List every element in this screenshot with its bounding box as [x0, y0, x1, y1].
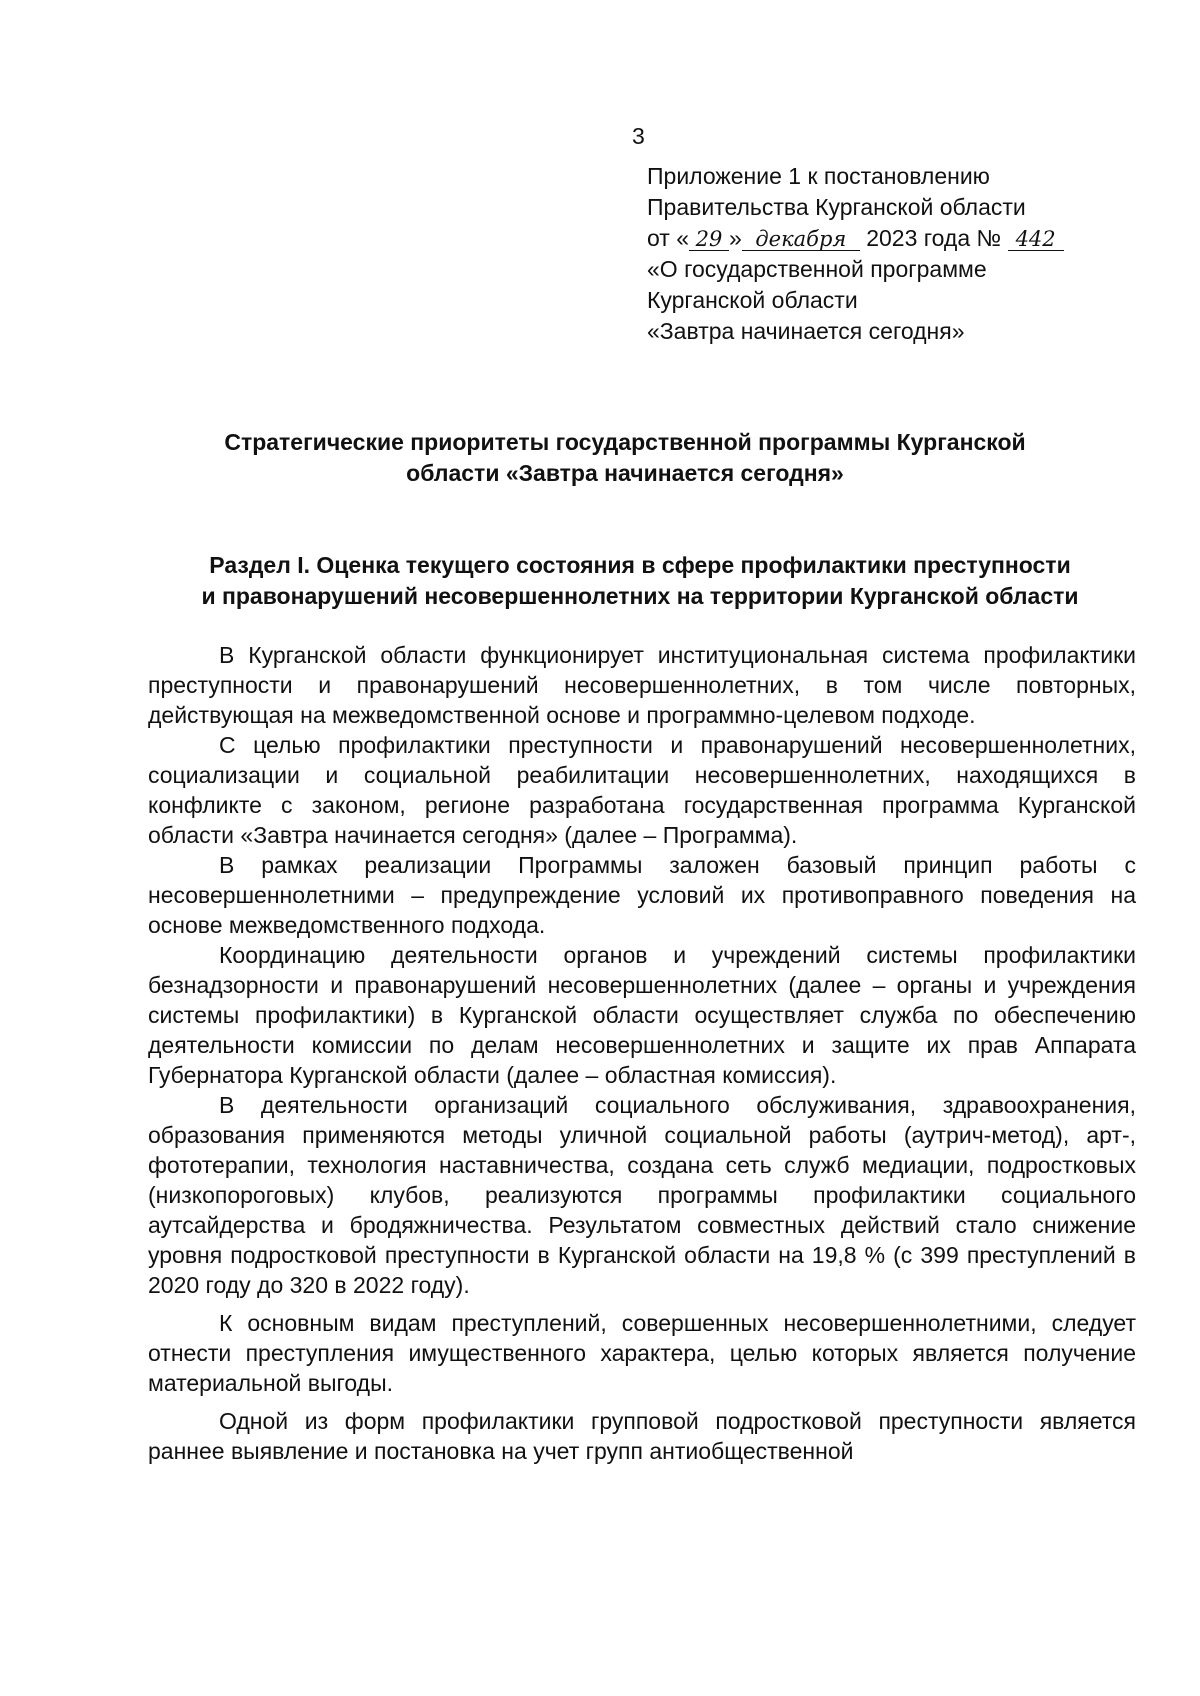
appendix-line-2: Правительства Курганской области	[647, 194, 1026, 220]
appendix-line-1: Приложение 1 к постановлению	[647, 163, 990, 189]
section-heading	[140, 550, 1140, 612]
paragraph: Координацию деятельности органов и учреждений системы профилактики безнадзорности и правонарушений несовершеннолетних (далее – органы и учреждения системы профилактики) в Курганской области осуществляет служба по обеспечению деятельности комиссии по делам несовершеннолетних и защите их прав Аппарата Губернатора Курганской области (далее – областная комиссия).	[148, 942, 1136, 1088]
handwritten-month: декабря	[742, 228, 860, 251]
document-title-line-1: Стратегические приоритеты государственной программы Курганской	[224, 429, 1026, 455]
page-number: 3	[632, 123, 645, 149]
paragraph: В Курганской области функционирует институциональная система профилактики преступности и правонарушений несовершеннолетних, в том числе повторных, действующая на межведомственной основе и программно-целевом подходе.	[148, 642, 1136, 728]
paragraph: В рамках реализации Программы заложен базовый принцип работы с несовершеннолетними – предупреждение условий их противоправного поведения на основе межведомственного подхода.	[148, 852, 1136, 938]
section-heading-line-1: Раздел I. Оценка текущего состояния в сфере профилактики преступности	[209, 552, 1071, 578]
section-heading-line-2: и правонарушений несовершеннолетних на территории Курганской области	[201, 583, 1079, 609]
appendix-line-4: «О государственной программе	[647, 256, 987, 282]
handwritten-day: 29	[689, 228, 729, 251]
year-text: 2023 года №	[866, 225, 1002, 251]
handwritten-number: 442	[1008, 228, 1064, 251]
paragraph: К основным видам преступлений, совершенных несовершеннолетними, следует отнести преступления имущественного характера, целью которых является получение материальной выгоды.	[148, 1310, 1136, 1396]
appendix-header	[647, 161, 1117, 347]
paragraph: Одной из форм профилактики групповой подростковой преступности является раннее выявление и постановка на учет групп антиобщественной	[148, 1408, 1136, 1464]
paragraph: В деятельности организаций социального обслуживания, здравоохранения, образования применяются методы уличной социальной работы (аутрич-метод), арт-, фототерапии, технология наставничества, создана сеть служб медиации, подростковых (низкопороговых) клубов, реализуются программы профилактики социального аутсайдерства и бродяжничества. Результатом совместных действий стало снижение уровня подростковой преступности в Курганской области на 19,8 % (с 399 преступлений в 2020 году до 320 в 2022 году).	[148, 1092, 1136, 1298]
appendix-line-5: Курганской области	[647, 287, 858, 313]
document-title	[150, 427, 1100, 489]
date-quote: »	[729, 225, 742, 251]
paragraph: С целью профилактики преступности и правонарушений несовершеннолетних, социализации и социальной реабилитации несовершеннолетних, находящихся в конфликте с законом, регионе разработана государственная программа Курганской области «Завтра начинается сегодня» (далее – Программа).	[148, 732, 1136, 848]
body-text	[148, 640, 1136, 1466]
date-prefix: от «	[647, 225, 690, 251]
document-title-line-2: области «Завтра начинается сегодня»	[406, 460, 844, 486]
appendix-date-line	[647, 223, 1117, 254]
appendix-line-6: «Завтра начинается сегодня»	[647, 318, 965, 344]
